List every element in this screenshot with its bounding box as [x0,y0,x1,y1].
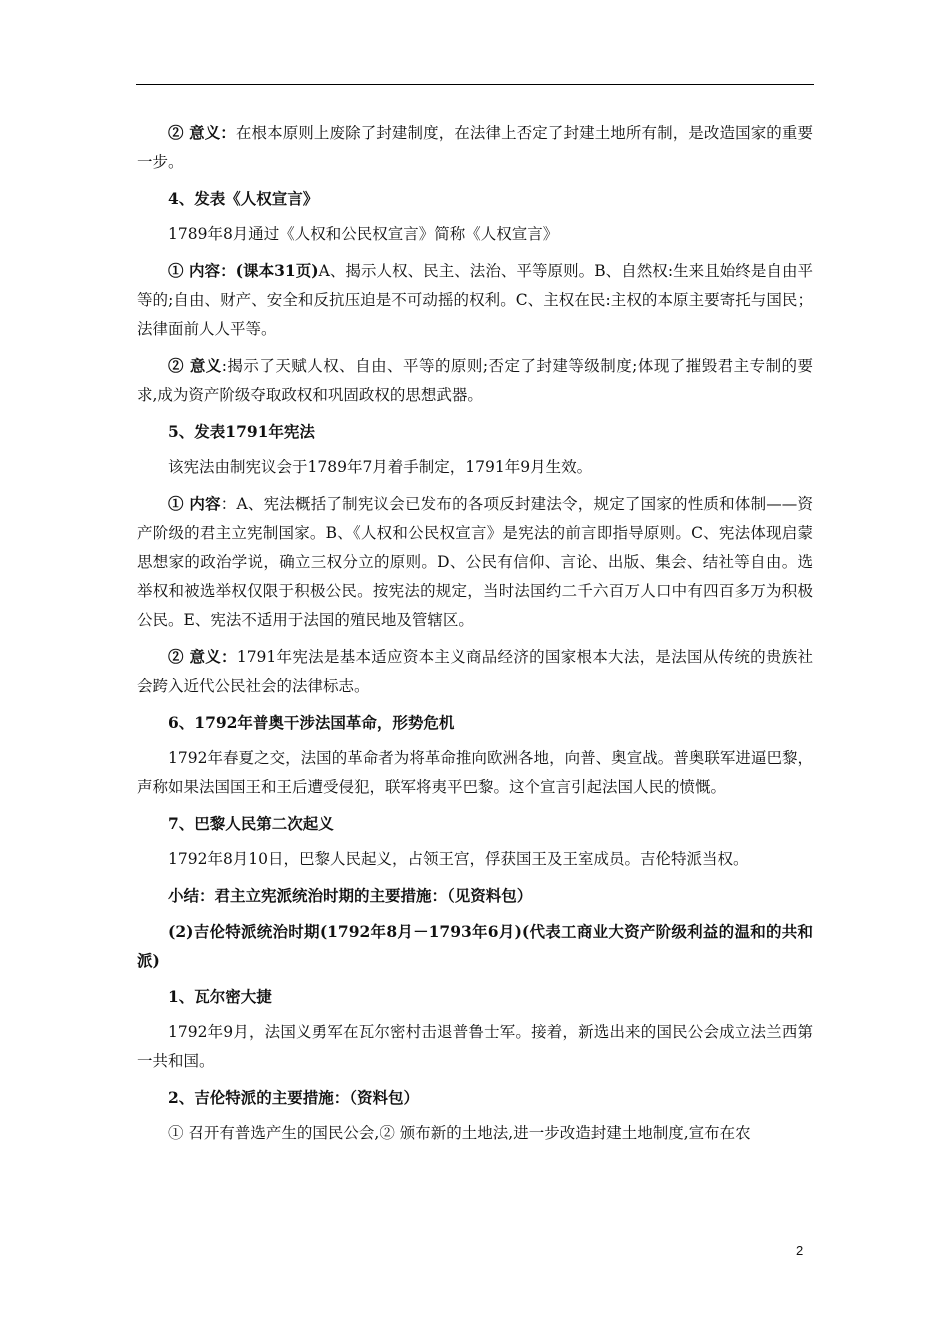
paragraph-constitution-content: ① 内容：A、宪法概括了制宪议会已发布的各项反封建法令，规定了国家的性质和体制——资产阶级的君主立宪制国家。B、《人权和公民权宣言》是宪法的前言即指导原则。C、宪法体现启蒙思想家的政治学说，确立三权分立的原则。D、公民有信仰、言论、出版、集会、结社等自由。选举权和被选举权仅限于积极公民。按宪法的规定，当时法国约二千六百万人口中有四百多万为积极公民。E、宪法不适用于法国的殖民地及管辖区。 [137,494,813,629]
paragraph-significance-1: ② 意义：在根本原则上废除了封建制度，在法律上否定了封建土地所有制，是改造国家的重要一步。 [137,123,813,171]
heading-girondin-measures: 2、吉伦特派的主要措施：（资料包） [168,1088,420,1107]
page-number: 2 [796,1243,804,1258]
paragraph-second-uprising: 1792年8月10日，巴黎人民起义，占领王宫，俘获国王及王室成员。吉伦特派当权。 [168,850,749,868]
heading-girondin-period: (2)吉伦特派统治时期(1792年8月－1793年6月)(代表工商业大资产阶级利益的温和的共和派) [137,922,813,970]
paragraph-declaration-content: ① 内容：(课本31页)A、揭示人权、民主、法治、平等原则。B、自然权:生来且始终是自由平等的;自由、财产、安全和反抗压迫是不可动摇的权利。C、主权在民:主权的本原主要寄托与国民；法律面前人人平等。 [137,261,813,338]
header-rule [136,84,814,85]
paragraph-constitution-intro: 该宪法由制宪议会于1789年7月着手制定，1791年9月生效。 [168,458,593,476]
heading-second-uprising: 7、巴黎人民第二次起义 [168,814,334,833]
heading-constitution: 5、发表1791年宪法 [168,422,315,441]
heading-declaration: 4、发表《人权宣言》 [168,189,319,208]
paragraph-constitution-significance: ② 意义：1791年宪法是基本适应资本主义商品经济的国家根本大法，是法国从传统的贵族社会跨入近代公民社会的法律标志。 [137,647,813,695]
heading-summary: 小结：君主立宪派统治时期的主要措施：（见资料包） [168,886,533,905]
paragraph-declaration-significance: ② 意义:揭示了天赋人权、自由、平等的原则;否定了封建等级制度;体现了摧毁君主专制的要求,成为资产阶级夺取政权和巩固政权的思想武器。 [137,356,813,404]
heading-valmy: 1、瓦尔密大捷 [168,987,272,1006]
document-body [137,118,813,1155]
paragraph-valmy: 1792年9月，法国义勇军在瓦尔密村击退普鲁士军。接着，新选出来的国民公会成立法兰西第一共和国。 [137,1023,813,1070]
paragraph-intervention: 1792年春夏之交，法国的革命者为将革命推向欧洲各地，向普、奥宣战。普奥联军进逼巴黎，声称如果法国国王和王后遭受侵犯，联军将夷平巴黎。这个宣言引起法国人民的愤慨。 [137,749,813,796]
heading-intervention: 6、1792年普奥干涉法国革命，形势危机 [168,713,455,732]
paragraph-declaration-intro: 1789年8月通过《人权和公民权宣言》简称《人权宣言》 [168,225,559,243]
paragraph-girondin-measures: ① 召开有普选产生的国民公会,② 颁布新的土地法,进一步改造封建土地制度,宣布在农 [168,1124,751,1142]
